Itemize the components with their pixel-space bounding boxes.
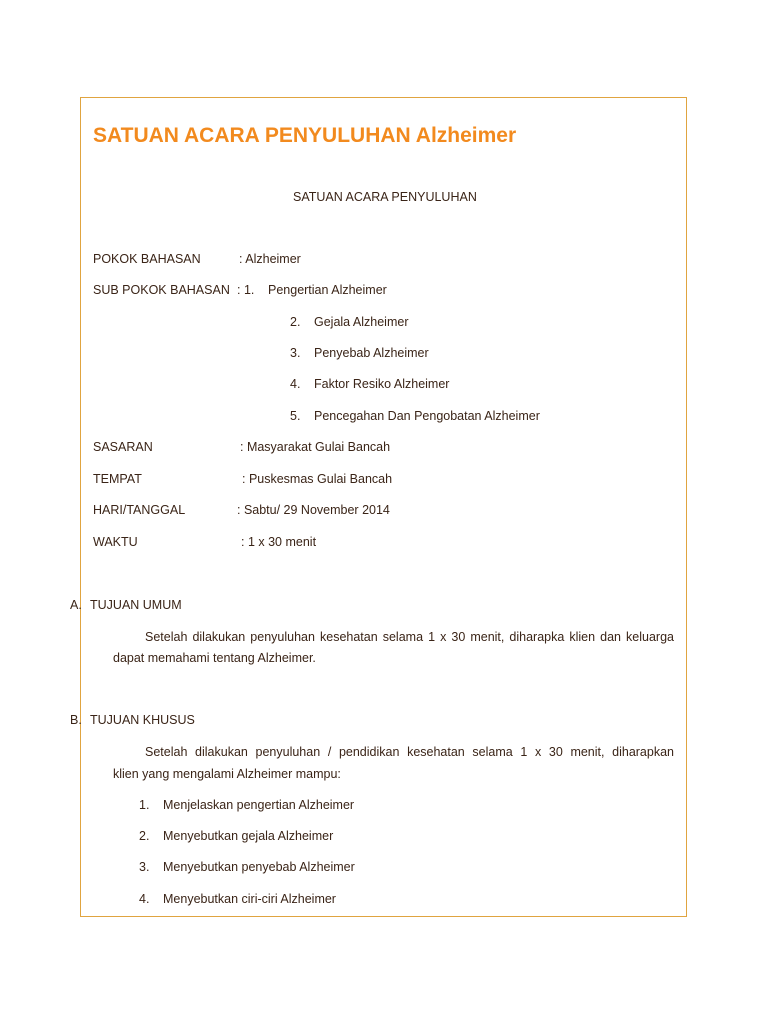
list-item-number: 4.: [139, 892, 150, 906]
sub-topic-number: 2.: [290, 315, 301, 329]
list-item-number: 1.: [139, 798, 150, 812]
sub-topic-text: Gejala Alzheimer: [314, 315, 409, 329]
field-label-tempat: TEMPAT: [93, 472, 142, 486]
field-value-sub-pokok-bahasan: : 1.: [237, 283, 255, 297]
sub-topic-text: Pencegahan Dan Pengobatan Alzheimer: [314, 409, 540, 423]
field-value-waktu: : 1 x 30 menit: [241, 535, 317, 549]
list-item: Menyebutkan ciri-ciri Alzheimer: [163, 892, 336, 906]
section-paragraph: Setelah dilakukan penyuluhan / pendidikan kesehatan selama 1 x 30 menit, diharapkan: [145, 745, 674, 759]
field-value-tempat: : Puskesmas Gulai Bancah: [242, 472, 393, 486]
sub-topic-number: 5.: [290, 409, 301, 423]
document-heading: SATUAN ACARA PENYULUHAN: [293, 190, 477, 204]
field-value-hari-tanggal: : Sabtu/ 29 November 2014: [237, 503, 390, 517]
field-label-sasaran: SASARAN: [93, 440, 153, 454]
list-item: Menjelaskan pengertian Alzheimer: [163, 798, 355, 812]
section-letter: A.: [70, 598, 82, 612]
list-item: Menyebutkan gejala Alzheimer: [163, 829, 334, 843]
page-title: SATUAN ACARA PENYULUHAN Alzheimer: [93, 124, 517, 147]
list-item-number: 2.: [139, 829, 150, 843]
section-heading: TUJUAN KHUSUS: [90, 713, 195, 727]
field-label-waktu: WAKTU: [93, 535, 138, 549]
section-paragraph: dapat memahami tentang Alzheimer.: [113, 651, 316, 665]
section-heading: TUJUAN UMUM: [90, 598, 182, 612]
list-item: Menyebutkan penyebab Alzheimer: [163, 860, 355, 874]
sub-topic-number: 4.: [290, 377, 301, 391]
sub-topic-number: 3.: [290, 346, 301, 360]
field-value-sasaran: : Masyarakat Gulai Bancah: [240, 440, 391, 454]
field-label-hari-tanggal: HARI/TANGGAL: [93, 503, 186, 517]
sub-topic-text: Faktor Resiko Alzheimer: [314, 377, 450, 391]
section-paragraph: Setelah dilakukan penyuluhan kesehatan selama 1 x 30 menit, diharapka klien dan keluarga: [145, 630, 674, 644]
list-item-number: 3.: [139, 860, 150, 874]
field-label-sub-pokok-bahasan: SUB POKOK BAHASAN: [93, 283, 230, 297]
field-label-pokok-bahasan: POKOK BAHASAN: [93, 252, 201, 266]
section-paragraph: klien yang mengalami Alzheimer mampu:: [113, 767, 341, 781]
section-letter: B.: [70, 713, 82, 727]
sub-topic-text: Penyebab Alzheimer: [314, 346, 429, 360]
field-value-pokok-bahasan: : Alzheimer: [239, 252, 301, 266]
sub-topic-text: Pengertian Alzheimer: [268, 283, 387, 297]
